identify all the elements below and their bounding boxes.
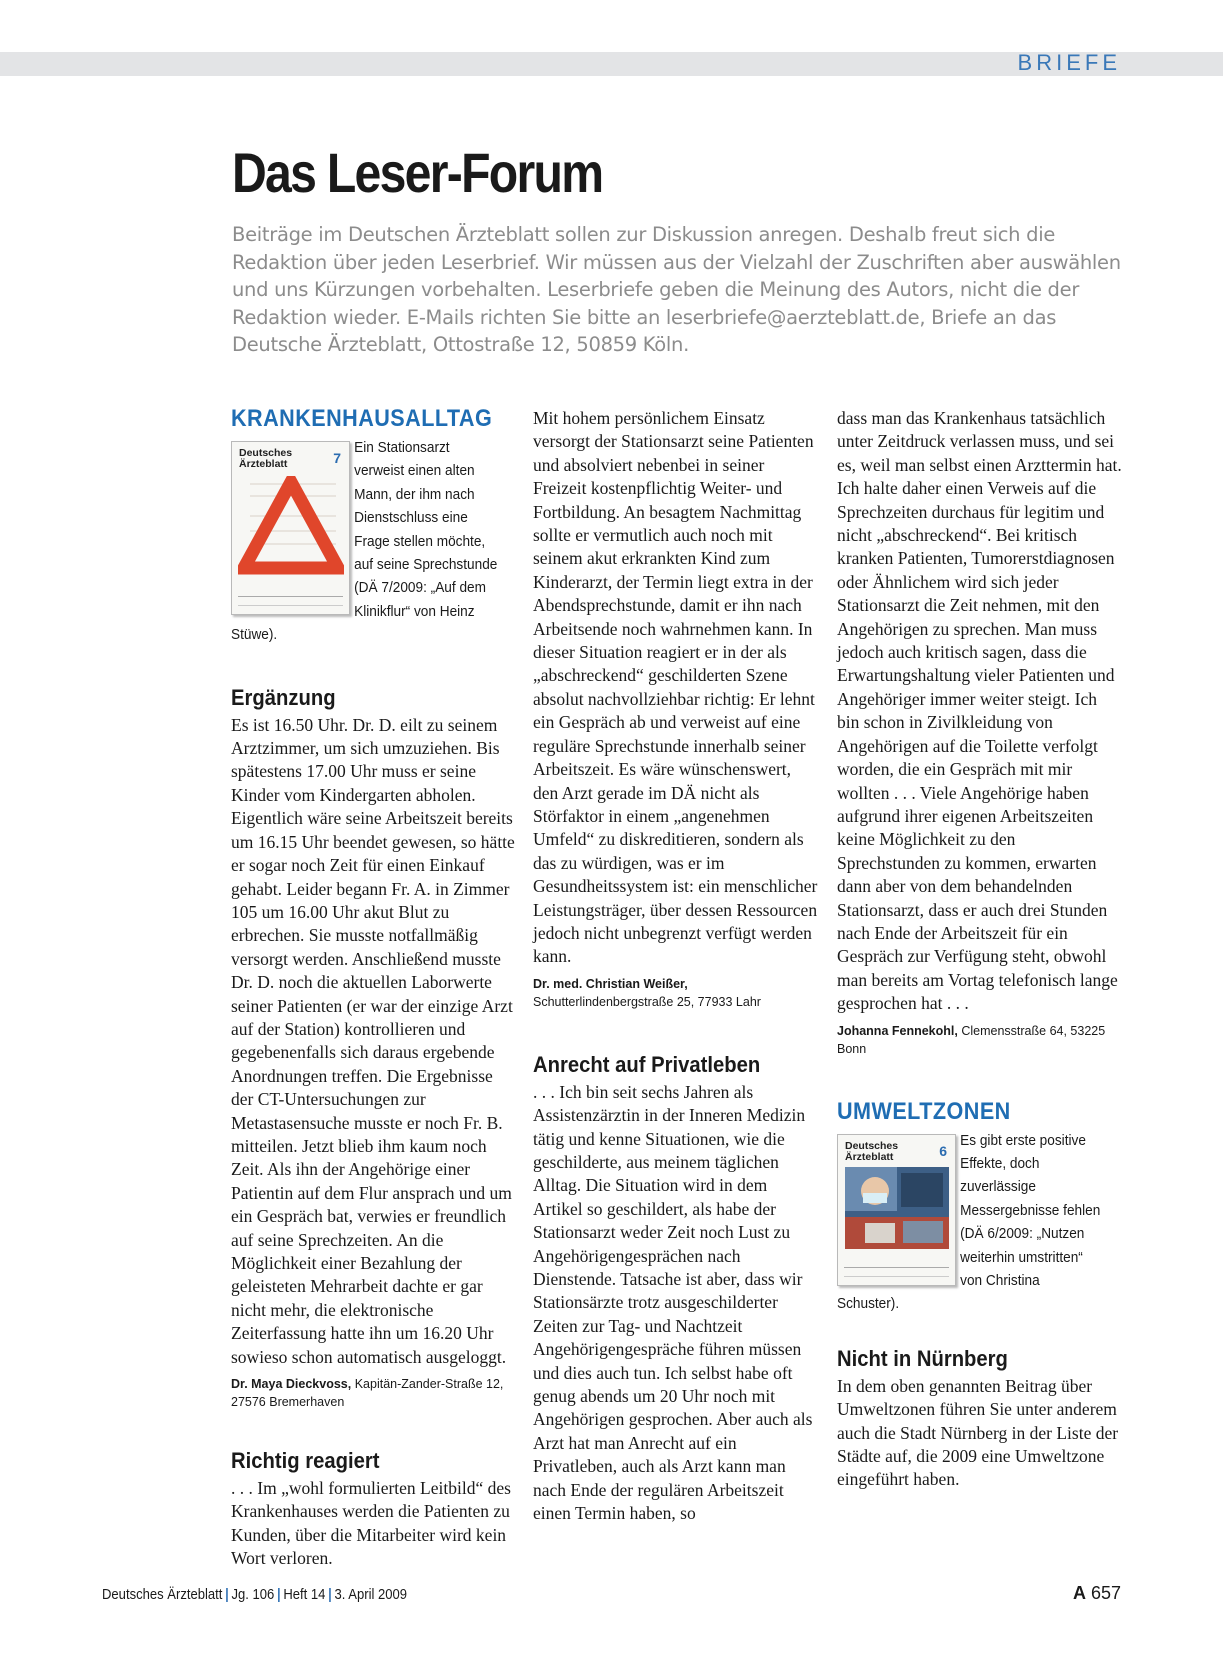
intro-text: Beiträge im Deutschen Ärzteblatt sollen zur Diskussion anregen. Deshalb freut sich die Redaktion über jeden Leserbrief. Wir müssen aus der Vielzahl der Zuschriften aber auswählen und uns Kürzungen vorbehalten. Leserbriefe geben die Meinung des Autors, nicht die der Redaktion wieder. E-Mails richten Sie bitte an leserbriefe@aerzteblatt.de, Briefe an das Deutsche Ärzteblatt, Ottostraße 12, 50859 Köln. xyxy=(232,223,1121,356)
letter-text-richtig-part2: Mit hohem persönlichem Einsatz versorgt der Stationsarzt seine Patienten und absolviert nebenbei in seiner Freizeit kostenpflichtig Weiter- und Fortbildung. An besagtem Nachmittag sollte er vermutlich auch noch mit seinem akut erkrankten Kind zum Kinderarzt, der Termin liegt extra in der Abendsprechstunde, damit er ihn nach Arbeitsende noch wahrnehmen kann. In dieser Situation reagiert er in der als „abschreckend“ geschilderten Szene absolut nachvollziehbar richtig: Er lehnt ein Gespräch ab und verweist auf eine reguläre Sprechstunde innerhalb seiner Arbeitszeit. Es wäre wünschenswert, den Arzt gerade im DÄ nicht als Störfaktor in einem „angenehmen Umfeld“ zu diskreditieren, sondern als das zu würdigen, was er im Gesundheitssystem ist: ein menschlicher Leistungsträger, über dessen Ressourcen jedoch nicht unbegrenzt verfügt werden kann. xyxy=(533,408,818,967)
author-address: Schutterlindenbergstraße 25, 77933 Lahr xyxy=(533,994,761,1009)
letter-author-anrecht xyxy=(837,1022,1122,1058)
cover-logo-line2: Ärzteblatt xyxy=(845,1150,894,1163)
footer-issue: Heft 14 xyxy=(283,1587,326,1603)
letter-author-richtig xyxy=(533,975,818,1011)
column-3 xyxy=(837,407,1122,1492)
column-2 xyxy=(533,407,818,1525)
cover-logo-line1: Deutsches xyxy=(845,1139,899,1152)
cover-logo-line1: Deutsches xyxy=(239,447,293,459)
letter-author-ergaenzung xyxy=(231,1375,516,1411)
author-name: Dr. med. Christian Weißer, xyxy=(533,976,688,991)
column-1 xyxy=(231,405,516,1571)
letter-heading-nuernberg: Nicht in Nürnberg xyxy=(837,1345,1008,1371)
page-title: Das Leser-Forum xyxy=(232,141,603,204)
author-address: Kapitän-Zander-Straße 12, 27576 Bremerhaven xyxy=(231,1377,504,1410)
page-number-value: 657 xyxy=(1090,1583,1121,1603)
category-heading-krankenhausalltag: KRANKENHAUSALLTAG xyxy=(231,405,493,432)
lead-text-krankenhausalltag: Ein Stationsarzt verweist einen alten Mann, der ihm nach Dienstschluss eine Frage stellen möchte, auf seine Sprechstunde (DÄ 7/2009: „Auf dem Klinikflur“ von Heinz Stüwe). xyxy=(231,440,498,644)
page-footer xyxy=(102,1587,407,1603)
cover-logo-line2: Ärzteblatt xyxy=(239,458,288,470)
cover-issue-number: 7 xyxy=(333,450,341,466)
footer-separator: | xyxy=(276,1587,281,1603)
letter-text-nuernberg: In dem oben genannten Beitrag über Umweltzonen führen Sie unter anderem auch die Stadt Nürnberg in der Liste der Städte auf, die 2009 eine Umweltzone eingeführt haben. xyxy=(837,1375,1119,1490)
letter-heading-ergaenzung: Ergänzung xyxy=(231,684,336,710)
footer-journal: Deutsches Ärzteblatt xyxy=(102,1587,223,1603)
letter-heading-richtig: Richtig reagiert xyxy=(231,1448,380,1474)
page-number xyxy=(1073,1583,1121,1604)
cover-issue-number: 6 xyxy=(939,1142,947,1159)
author-address: Clemensstraße 64, 53225 Bonn xyxy=(837,1023,1106,1056)
article-lead-krankenhausalltag xyxy=(231,437,516,648)
letter-heading-anrecht: Anrecht auf Privatleben xyxy=(533,1051,761,1077)
section-label: BRIEFE xyxy=(1017,50,1121,75)
footer-separator: | xyxy=(328,1587,332,1603)
page-number-prefix: A xyxy=(1072,1583,1086,1603)
article-lead-umweltzonen xyxy=(837,1130,1122,1317)
category-heading-umweltzonen: UMWELTZONEN xyxy=(837,1097,1011,1125)
letter-text-anrecht-part1: . . . Ich bin seit sechs Jahren als Assistenzärztin in der Inneren Medizin tätig und kenne Situationen, wie die geschilderte, aus meinem täglichen Alltag. Die Situation wird in dem Artikel so geschildert, als habe der Stationsarzt weder Zeit noch Lust zu Angehörigengesprächen nach Dienstende. Tatsache ist aber, dass wir Stationsärzte trotz ausgeschilderter Zeiten zur Tag- und Nachtzeit Angehörigengespräche führen müssen und dies auch tun. Ich selbst habe oft genug abends um 20 Uhr noch mit Angehörigen gesprochen. Aber auch als Arzt hat man Anrecht auf ein Privatleben, auch als Arzt kann man nach Ende der regulären Arbeitszeit einen Termin haben, so xyxy=(533,1081,813,1524)
lead-text-umweltzonen: Es gibt erste positive Effekte, doch zuverlässige Messergebnisse fehlen (DÄ 6/2009: „Nutzen weiterhin umstritten“ von Christina Schuster). xyxy=(837,1132,1101,1313)
footer-separator: | xyxy=(225,1587,229,1603)
footer-date: 3. April 2009 xyxy=(334,1587,408,1603)
footer-volume: Jg. 106 xyxy=(231,1587,275,1603)
author-name: Johanna Fennekohl, xyxy=(837,1023,958,1038)
author-name: Dr. Maya Dieckvoss, xyxy=(231,1377,352,1392)
letter-text-anrecht-part2: dass man das Krankenhaus tatsächlich unter Zeitdruck verlassen muss, und sei es, weil man selbst einen Arzttermin hat. Ich halte daher einen Verweis auf die Sprechzeiten durchaus für legitim und nicht „abschreckend“. Bei kritisch kranken Patienten, Tumorerstdiagnosen oder Ähnlichem wird sich jeder Stationsarzt die Zeit nehmen, mit den Angehörigen zu sprechen. Man muss jedoch auch kritisch sagen, dass die Erwartungshaltung vieler Patienten und Angehöriger immer weiter steigt. Ich bin schon in Zivilkleidung von Angehörigen auf die Toilette verfolgt worden, die ein Gespräch mit mir wollten . . . Viele Angehörige haben aufgrund ihrer eigenen Arbeitszeiten keine Möglichkeit zu den Sprechstunden zu kommen, erwarten dann aber von dem behandelnden Stationsarzt, dass er auch drei Stunden nach Ende der Arbeitszeit für ein Gespräch zur Verfügung steht, obwohl man bereits am Vortag telefonisch lange gesprochen hat . . . xyxy=(837,408,1122,1014)
letter-text-ergaenzung: Es ist 16.50 Uhr. Dr. D. eilt zu seinem Arztzimmer, um sich umzuziehen. Bis spätestens 17.00 Uhr muss er seine Kinder vom Kindergarten abholen. Eigentlich wäre seine Arbeitszeit bereits um 16.15 Uhr beendet gewesen, so hätte er sogar noch Zeit für einen Einkauf gehabt. Leider begann Fr. A. in Zimmer 105 um 16.00 Uhr akut Blut zu erbrechen. Sie musste notfallmäßig versorgt werden. Anschließend musste Dr. D. noch die aktuellen Laborwerte seiner Patienten (er war der einzige Arzt auf der Station) kontrollieren und gegebenenfalls sich daraus ergebende Anordnungen treffen. Die Ergebnisse der CT-Untersuchungen zur Metastasensuche musste er noch Fr. B. mitteilen. Jetzt blieb ihm kaum noch Zeit. Als ihn der Angehörige einer Patientin auf dem Flur ansprach und um ein Gespräch bat, verwies er freundlich auf seine Sprechzeiten. An die Möglichkeit einer Bezahlung der geleisteten Mehrarbeit dachte er gar nicht mehr, die elektronische Zeiterfassung hatte ihn um 16.20 Uhr sowieso schon automatisch ausgeloggt. xyxy=(231,714,515,1367)
letter-text-richtig-part1: . . . Im „wohl formulierten Leitbild“ des Krankenhauses werden die Patienten zu Kunden, über die Mitarbeiter wird kein Wort verloren. xyxy=(231,1478,511,1569)
